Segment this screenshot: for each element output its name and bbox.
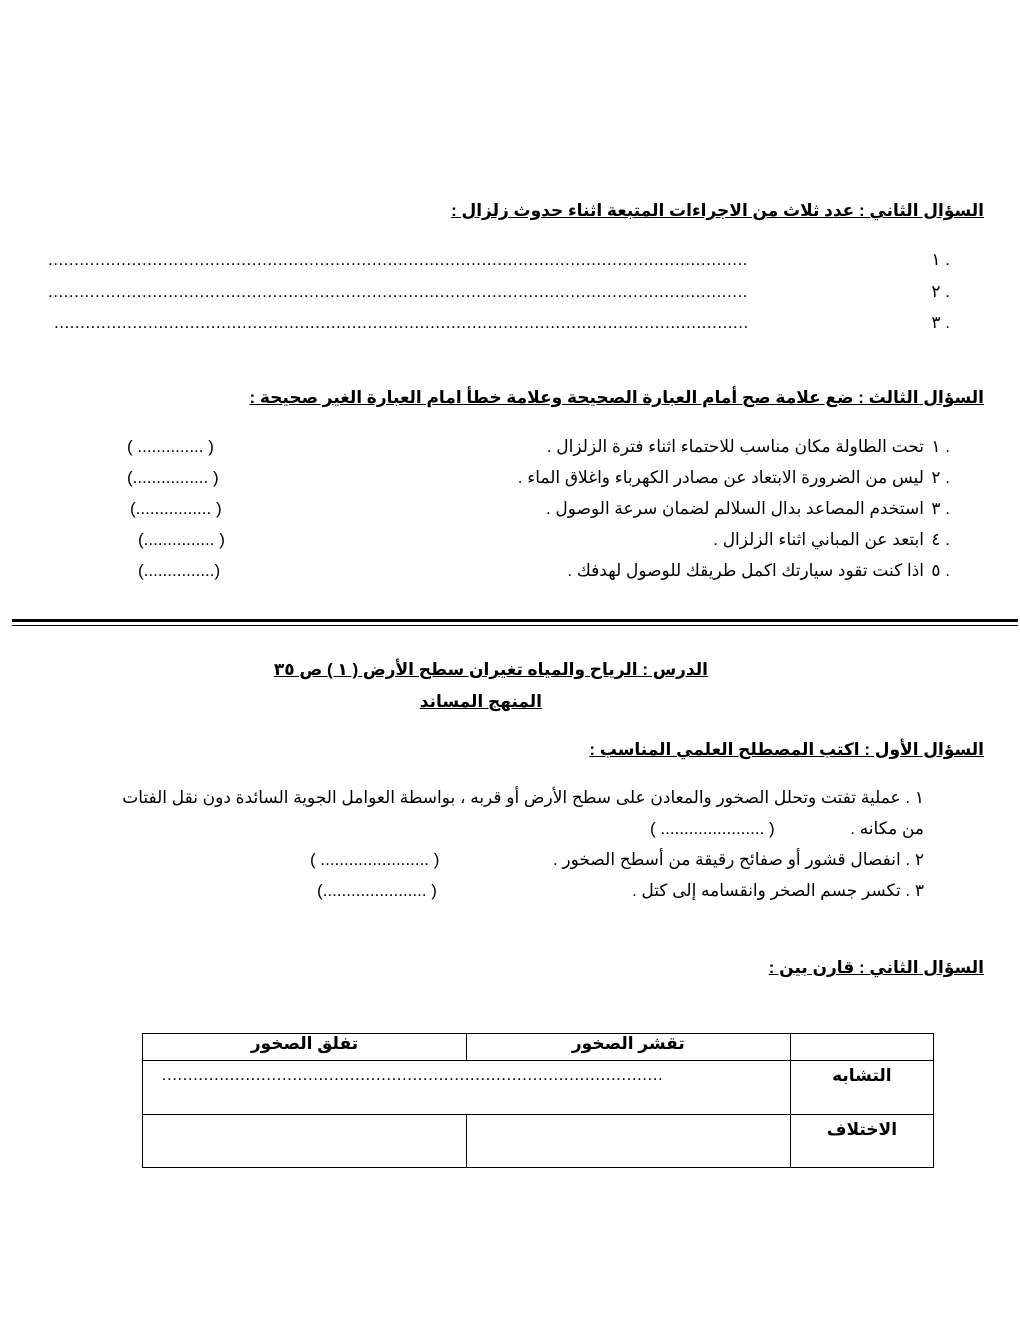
term-answer-blank[interactable]: (...................... )	[317, 881, 437, 900]
row-header-similarity: التشابه	[790, 1061, 933, 1115]
answer-dotted-line[interactable]: ......................................................................................................................................	[48, 282, 748, 301]
term-statement: ٢ . انفصال قشور أو صفائح رقيقة من أسطح الصخور .	[552, 850, 924, 869]
comparison-table	[142, 1033, 934, 1168]
answer-dotted-line[interactable]: ................................................................................................	[161, 1065, 664, 1084]
table-header-row	[143, 1034, 934, 1061]
section-divider	[12, 625, 1018, 626]
table-row-similarity	[143, 1061, 934, 1115]
term-statement: من مكانه .	[850, 819, 924, 838]
table-corner-cell	[790, 1034, 933, 1061]
row-header-difference: الاختلاف	[790, 1115, 933, 1168]
section-divider	[12, 619, 1018, 622]
answer-dotted-line[interactable]: .....................................................................................................................................	[54, 313, 749, 332]
term-answer-blank[interactable]: ( ....................... )	[310, 850, 440, 869]
q2-earthquake-heading: السؤال الثاني : عدد ثلاث من الاجراءات المتبعة اثناء حدوث زلزال :	[451, 201, 984, 220]
answer-dotted-line[interactable]: ......................................................................................................................................	[48, 250, 748, 269]
term-answer-blank[interactable]: ( ...................... )	[650, 819, 775, 838]
tf-answer-blank[interactable]: (................ )	[130, 499, 222, 518]
q1-terms-heading: السؤال الأول : اكتب المصطلح العلمي المناسب :	[589, 740, 984, 759]
difference-fracture-cell[interactable]	[143, 1115, 467, 1168]
tf-item-number: ٥ .	[931, 561, 950, 580]
tf-item-number: ٤ .	[931, 530, 950, 549]
q2-item-number: ٣ .	[931, 313, 950, 332]
col-header-fracture: تفلق الصخور	[143, 1034, 467, 1061]
tf-answer-blank[interactable]: (................ )	[127, 468, 219, 487]
q2-item-number: ٢ .	[931, 282, 950, 301]
tf-item-number: ١ .	[931, 437, 950, 456]
similarity-answer-cell[interactable]	[143, 1061, 791, 1115]
q2-compare-heading: السؤال الثاني : قارن بين :	[768, 958, 984, 977]
tf-statement: اذا كنت تقود سيارتك اكمل طريقك للوصول لهدفك .	[567, 561, 924, 580]
col-header-exfoliation: تقشر الصخور	[466, 1034, 790, 1061]
tf-answer-blank[interactable]: (............... )	[138, 530, 225, 549]
tf-answer-blank[interactable]: (...............)	[138, 561, 221, 580]
tf-statement: ليس من الضرورة الابتعاد عن مصادر الكهرباء واغلاق الماء .	[517, 468, 924, 487]
tf-statement: تحت الطاولة مكان مناسب للاحتماء اثناء فترة الزلزال .	[546, 437, 924, 456]
tf-item-number: ٣ .	[931, 499, 950, 518]
tf-statement: استخدم المصاعد بدال السلالم لضمان سرعة الوصول .	[545, 499, 924, 518]
table-row-difference	[143, 1115, 934, 1168]
tf-answer-blank[interactable]: ( .............. )	[127, 437, 214, 456]
lesson-title: الدرس : الرياح والمياه تغيران سطح الأرض ( ١ ) ص ٣٥	[273, 660, 708, 679]
tf-statement: ابتعد عن المباني اثناء الزلزال .	[713, 530, 924, 549]
q3-true-false-heading: السؤال الثالث : ضع علامة صح أمام العبارة الصحيحة وعلامة خطأ امام العبارة الغير صحيحة :	[249, 388, 984, 407]
difference-exfoliation-cell[interactable]	[466, 1115, 790, 1168]
term-statement: ١ . عملية تفتت وتحلل الصخور والمعادن على سطح الأرض أو قربه ، بواسطة العوامل الجوية السائدة دون نقل الفتات	[122, 788, 924, 807]
lesson-subtitle: المنهج المساند	[419, 692, 542, 711]
tf-item-number: ٢ .	[931, 468, 950, 487]
q2-item-number: ١ .	[931, 250, 950, 269]
term-statement: ٣ . تكسر جسم الصخر وانقسامه إلى كتل .	[631, 881, 924, 900]
